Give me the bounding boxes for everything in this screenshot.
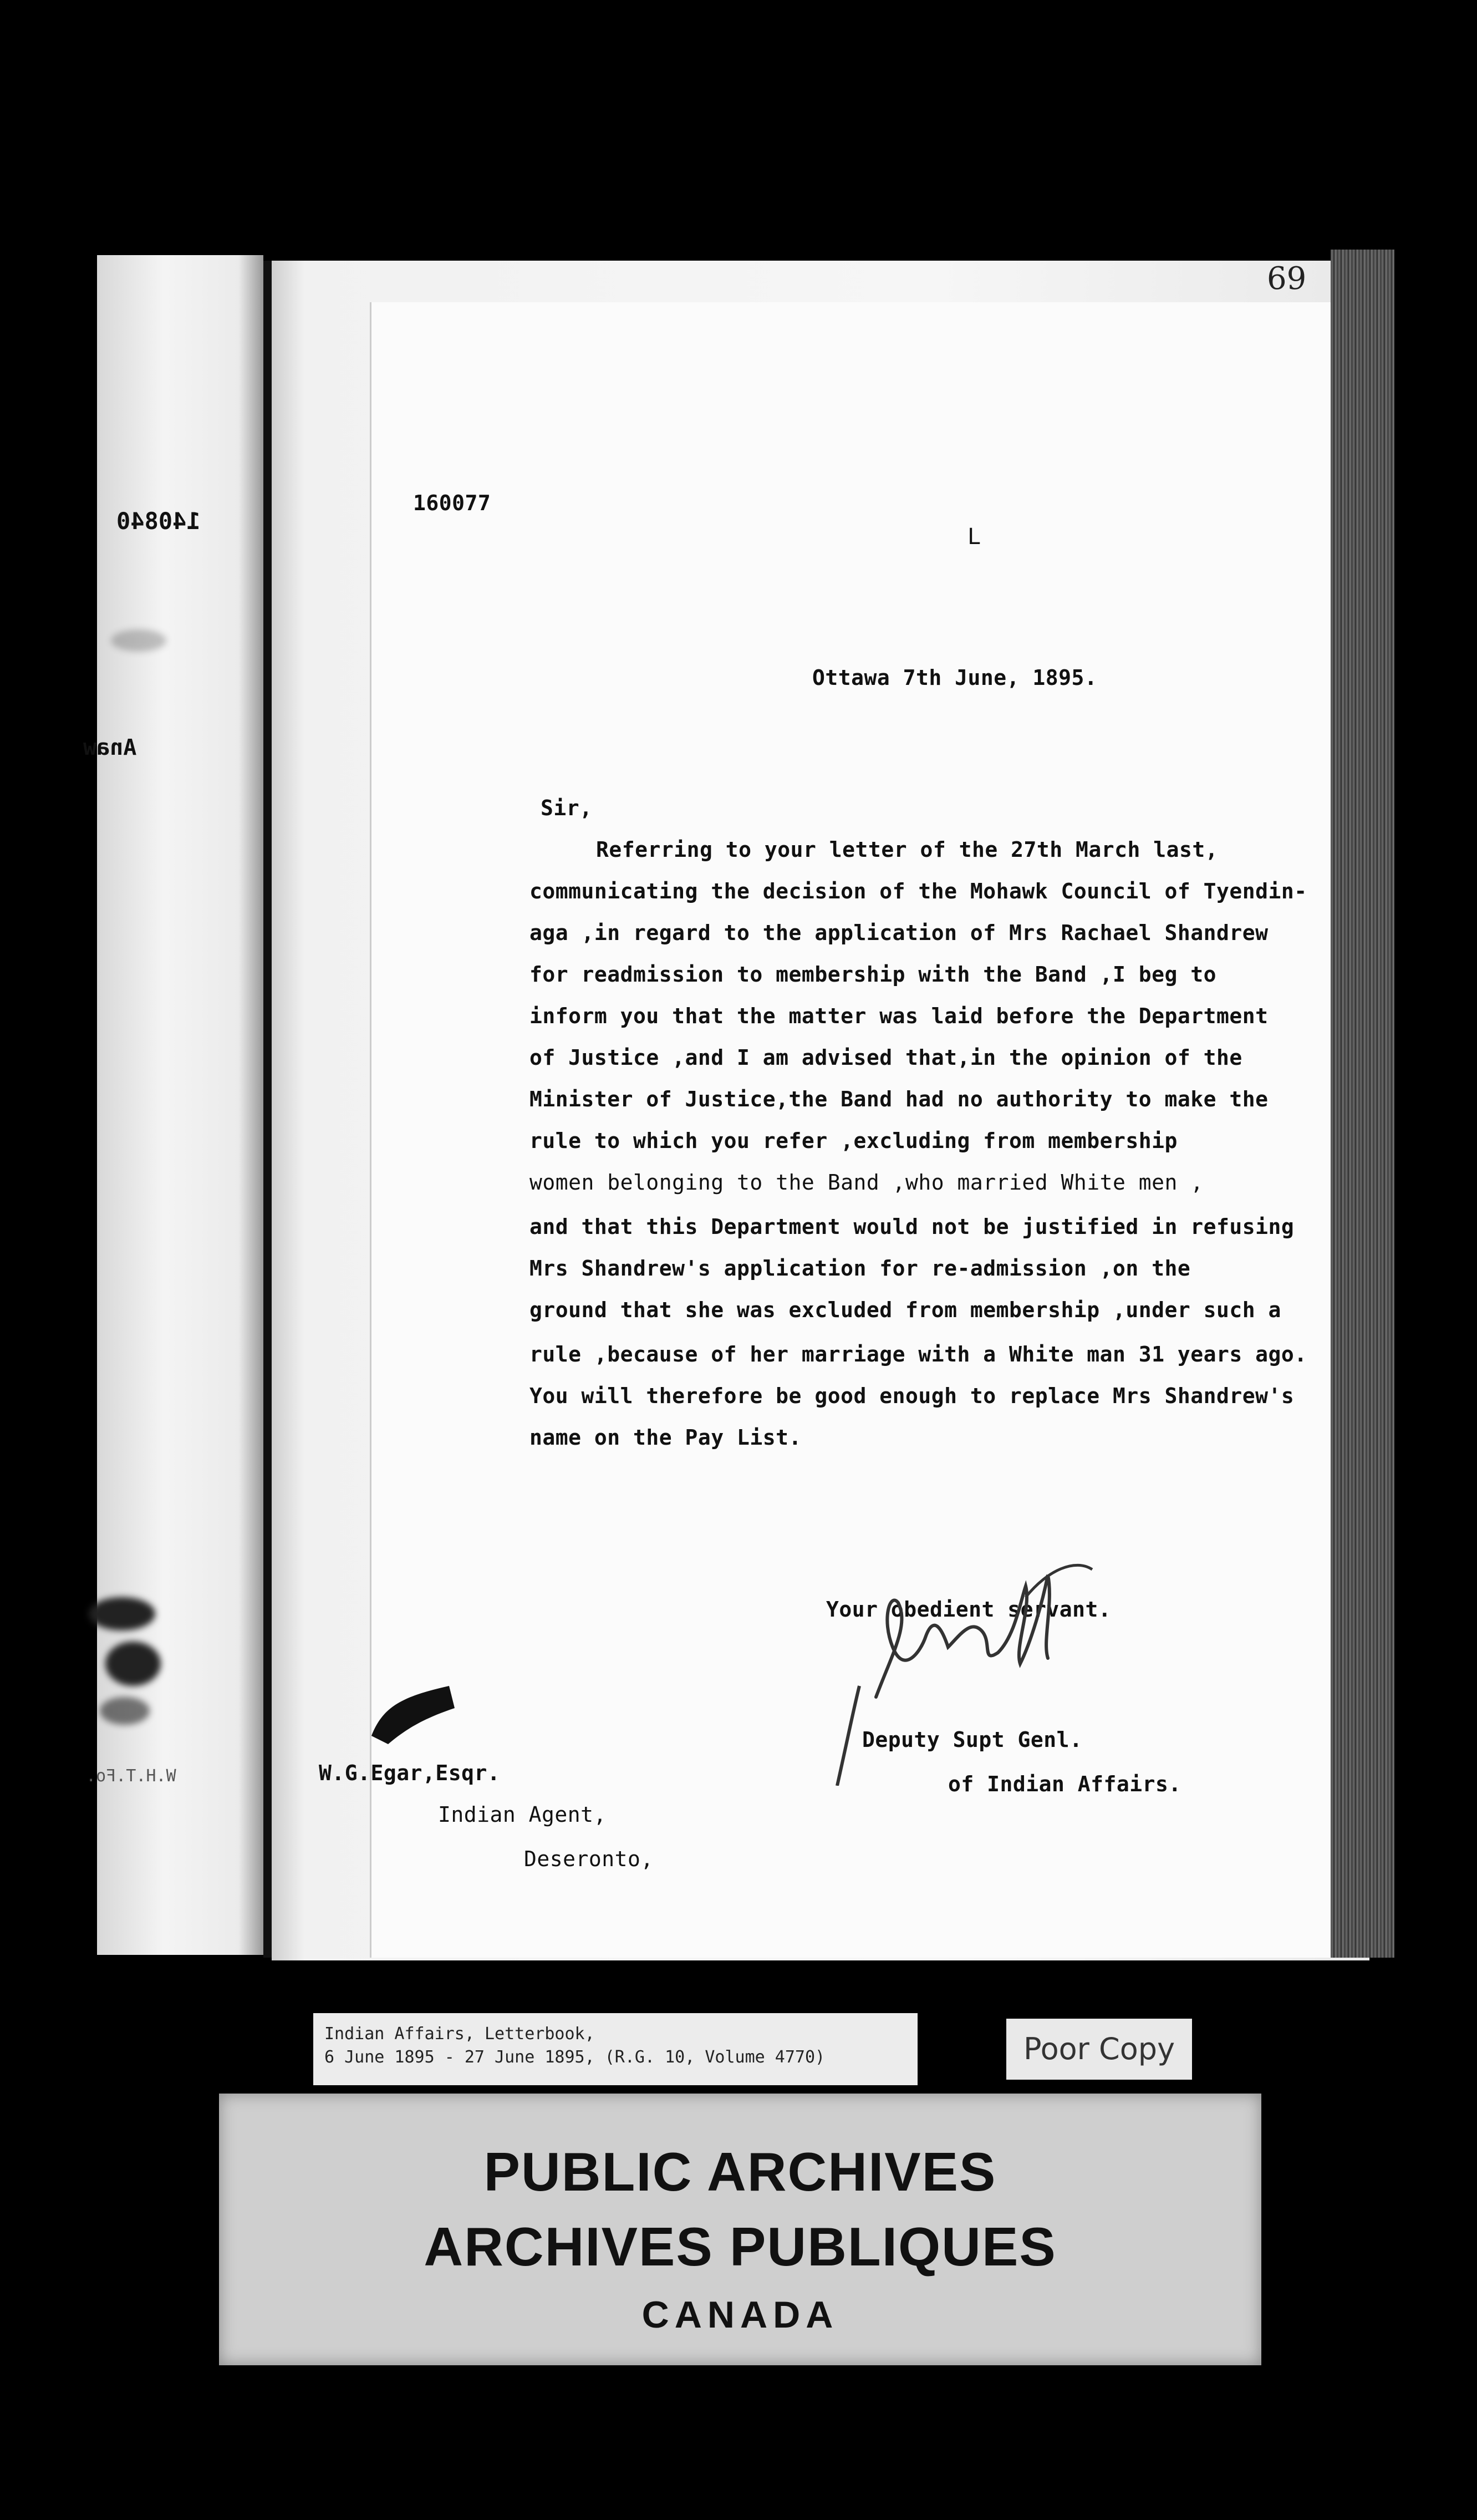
salutation: Sir, [541,796,593,820]
body-line: You will therefore be good enough to replace Mrs Shandrew's [529,1384,1295,1408]
body-line: inform you that the matter was laid before the Department [529,1004,1269,1028]
left-page-word [83,735,136,760]
left-page-initials [86,1766,176,1786]
ink-stamp [366,1675,460,1747]
body-line: rule ,because of her marriage with a White man 31 years ago. [529,1342,1307,1366]
body-line: and that this Department would not be justified in refusing [529,1215,1295,1239]
ink-smudge [100,1697,150,1725]
page-number: 69 [1267,261,1307,297]
ink-smudge [89,1597,155,1630]
body-line: communicating the decision of the Mohawk Council of Tyendin- [529,879,1307,903]
date-line: Ottawa 7th June, 1895. [812,665,1098,690]
left-page-word-text: Anaw [83,735,137,760]
plate-title-english: PUBLIC ARCHIVES [483,2141,997,2202]
poor-copy-label: Poor Copy [1006,2019,1192,2080]
left-page-initials-text: W.H.T.Fo. [86,1766,176,1786]
body-line: for readmission to membership with the Band ,I beg to [529,962,1217,987]
page-edges [1331,250,1394,1958]
plate-title-french: ARCHIVES PUBLIQUES [424,2216,1057,2277]
margin-mark: L [967,524,981,550]
signature-title-line2: of Indian Affairs. [948,1772,1181,1796]
left-page-number-text: 140840 [116,507,201,535]
body-line: aga ,in regard to the application of Mrs Rachael Shandrew [529,921,1269,945]
addressee-place: Deseronto, [524,1847,654,1871]
plate-country: CANADA [641,2294,839,2336]
addressee-name: W.G.Egar,Esqr. [319,1761,501,1785]
catalog-line: 6 June 1895 - 27 June 1895, (R.G. 10, Volume 4770) [324,2048,826,2067]
closing: Your obedient servant. [826,1597,1112,1622]
body-line: of Justice ,and I am advised that,in the opinion of the [529,1045,1242,1070]
file-number: 160077 [413,491,491,515]
addressee-title: Indian Agent, [438,1802,607,1827]
body-line: name on the Pay List. [529,1425,802,1450]
body-line: women belonging to the Band ,who married White men , [529,1170,1204,1195]
body-line: Mrs Shandrew's application for re-admission ,on the [529,1256,1191,1281]
body-line: Minister of Justice,the Band had no authority to make the [529,1087,1269,1111]
body-line: rule to which you refer ,excluding from membership [529,1129,1178,1153]
body-line: ground that she was excluded from membership ,under such a [529,1298,1281,1322]
body-line: Referring to your letter of the 27th March last, [596,837,1219,862]
ink-smudge [105,1642,161,1686]
signature-title-line1: Deputy Supt Genl. [862,1728,1083,1752]
left-page-number [116,507,201,535]
ink-smudge [111,629,166,652]
catalog-line: Indian Affairs, Letterbook, [324,2024,595,2044]
